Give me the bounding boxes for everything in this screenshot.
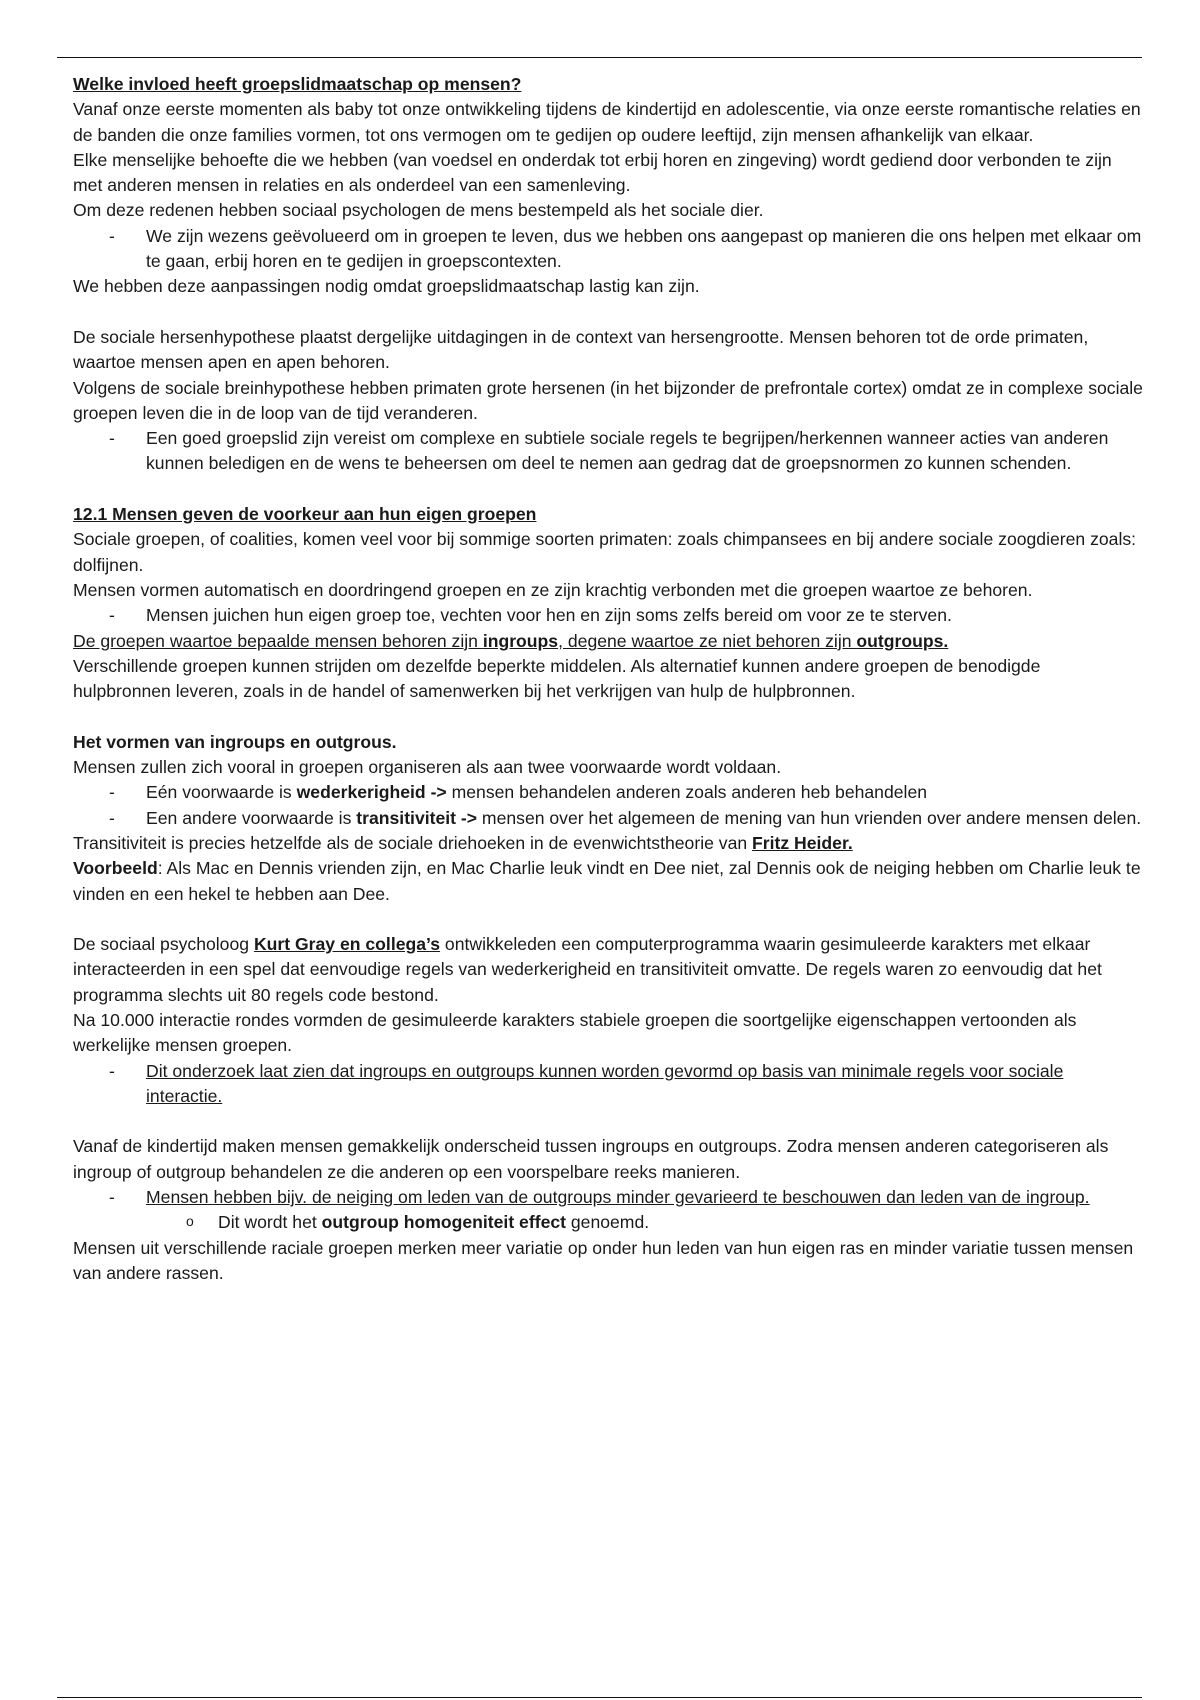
- example-paragraph: [73, 856, 1143, 907]
- paragraph: Mensen vormen automatisch en doordringend groepen en ze zijn krachtig verbonden met die groepen waartoe ze behoren.: [73, 579, 1033, 600]
- spacer: [73, 1109, 1143, 1134]
- paragraph-text: De sociaal psycholoog: [73, 934, 254, 955]
- bullet-item: - Dit onderzoek laat zien dat ingroups en outgroups kunnen worden gevormd op basis van minimale regels voor sociale interactie.: [73, 1059, 1143, 1110]
- paragraph: [73, 932, 1143, 1008]
- paragraph: Elke menselijke behoefte die we hebben (van voedsel en onderdak tot erbij horen en zingeving) wordt gediend door verbonden te zijn met anderen mensen in relaties en als onderdeel van een samenleving.: [73, 149, 1112, 196]
- paragraph: Vanaf de kindertijd maken mensen gemakkelijk onderscheid tussen ingroups en outgroups. Zodra mensen anderen categoriseren als ingroup of outgroup behandelen ze die anderen op een voorspelbare reeks manieren.: [73, 1136, 1109, 1182]
- example-text: : Als Mac en Dennis vrienden zijn, en Mac Charlie leuk vindt en Dee niet, zal Dennis ook de neiging hebben om Charlie leuk te vinden en een hekel te hebben aan Dee.: [73, 858, 1141, 904]
- spacer: [73, 477, 1143, 502]
- example-label: Voorbeeld: [73, 858, 158, 879]
- paragraph-text: Transitiviteit is precies hetzelfde als de sociale driehoeken in de evenwichtstheorie van: [73, 832, 753, 853]
- bullet-item: [73, 806, 1143, 831]
- term-ingroups: ingroups: [482, 630, 559, 651]
- term-wederkerigheid: wederkerigheid ->: [296, 782, 447, 803]
- spacer: [73, 704, 1143, 729]
- bullet-text: mensen behandelen anderen zoals anderen heb behandelen: [446, 782, 928, 803]
- sub-bullet-text: Dit wordt het: [218, 1212, 322, 1233]
- bullet-text: mensen over het algemeen de mening van hun vrienden over andere mensen delen.: [477, 807, 1142, 828]
- bullet-item: - Een goed groepslid zijn vereist om complexe en subtiele sociale regels te begrijpen/herkennen wanneer acties van anderen kunnen beledigen en de wens te beheersen om deel te nemen aan gedrag dat de groepsnormen zo kunnen schenden.: [73, 426, 1143, 477]
- bullet-item: - Mensen juichen hun eigen groep toe, vechten voor hen en zijn soms zelfs bereid om voor ze te sterven.: [73, 603, 1143, 628]
- paragraph: [73, 831, 1143, 856]
- bullet-item: - We zijn wezens geëvolueerd om in groepen te leven, dus we hebben ons aangepast op manieren die ons helpen met elkaar om te gaan, erbij horen en te gedijen in groepscontexten.: [73, 224, 1143, 275]
- name-fritz-heider: Fritz Heider.: [752, 832, 853, 853]
- section-heading: 12.1 Mensen geven de voorkeur aan hun eigen groepen: [73, 504, 537, 525]
- paragraph-text: ontwikkeleden een computerprogramma waarin gesimuleerde karakters met elkaar interacteerden in een spel dat eenvoudige regels van wederkerigheid en transitiviteit omvatte. De regels waren zo eenvoudig dat het programma slechts uit 80 regels code bestond.: [73, 934, 1102, 1005]
- bullet-item: - Mensen hebben bijv. de neiging om leden van de outgroups minder gevarieerd te beschouwen dan leden van de ingroup.: [73, 1185, 1143, 1210]
- term-outgroup-homogeniteit: outgroup homogeniteit effect: [321, 1212, 566, 1233]
- sub-bullet-item: [73, 1210, 1143, 1235]
- section-heading: Welke invloed heeft groepslidmaatschap op mensen?: [73, 74, 522, 94]
- paragraph: Volgens de sociale breinhypothese hebben primaten grote hersenen (in het bijzonder de prefrontale cortex) omdat ze in complexe sociale groepen leven die in de loop van de tijd veranderen.: [73, 377, 1143, 423]
- paragraph: Mensen uit verschillende raciale groepen merken meer variatie op onder hun leden van hun eigen ras en minder variatie tussen mensen van andere rassen.: [73, 1237, 1134, 1283]
- spacer: [73, 300, 1143, 325]
- bullet-text: Eén voorwaarde is: [146, 782, 297, 803]
- paragraph: Mensen zullen zich vooral in groepen organiseren als aan twee voorwaarde wordt voldaan.: [73, 757, 782, 778]
- paragraph: Verschillende groepen kunnen strijden om dezelfde beperkte middelen. Als alternatief kunnen andere groepen de benodigde hulpbronnen leveren, zoals in de handel of samenwerken bij het verkrijgen van hulp de hulpbronnen.: [73, 655, 1041, 702]
- paragraph: Sociale groepen, of coalities, komen veel voor bij sommige soorten primaten: zoals chimpansees en bij andere sociale zoogdieren zoals: dolfijnen.: [73, 529, 1137, 575]
- spacer: [73, 907, 1143, 932]
- sub-bullet-text: genoemd.: [566, 1212, 650, 1233]
- document-body: [73, 72, 1143, 1286]
- definition-text: , degene waartoe ze niet behoren zijn: [558, 630, 857, 651]
- bottom-rule: [57, 1697, 1142, 1698]
- name-kurt-gray: Kurt Gray en collega’s: [253, 934, 441, 955]
- paragraph: We hebben deze aanpassingen nodig omdat groepslidmaatschap lastig kan zijn.: [73, 276, 700, 297]
- paragraph: De sociale hersenhypothese plaatst dergelijke uitdagingen in de context van hersengrootte. Mensen behoren tot de orde primaten, waartoe mensen apen en apen behoren.: [73, 326, 1089, 373]
- definition-text: De groepen waartoe bepaalde mensen behoren zijn: [73, 630, 483, 651]
- bullet-item: [73, 780, 1143, 805]
- paragraph: Om deze redenen hebben sociaal psychologen de mens bestempeld als het sociale dier.: [73, 200, 764, 221]
- term-outgroups: outgroups.: [856, 630, 949, 651]
- paragraph: Na 10.000 interactie rondes vormden de gesimuleerde karakters stabiele groepen die soortgelijke eigenschappen vertoonden als werkelijke mensen groepen.: [73, 1009, 1077, 1056]
- term-transitiviteit: transitiviteit ->: [356, 807, 478, 828]
- bullet-text: Een andere voorwaarde is: [146, 807, 357, 828]
- paragraph: Vanaf onze eerste momenten als baby tot onze ontwikkeling tijdens de kindertijd en adolescentie, via onze eerste romantische relaties en de banden die onze families vormen, tot ons vermogen om te gedijen op oudere leeftijd, zijn mensen afhankelijk van elkaar.: [73, 99, 1141, 145]
- definition-paragraph: [73, 629, 1143, 654]
- section-heading: Het vormen van ingroups en outgrous.: [73, 731, 397, 752]
- top-rule: [57, 57, 1142, 58]
